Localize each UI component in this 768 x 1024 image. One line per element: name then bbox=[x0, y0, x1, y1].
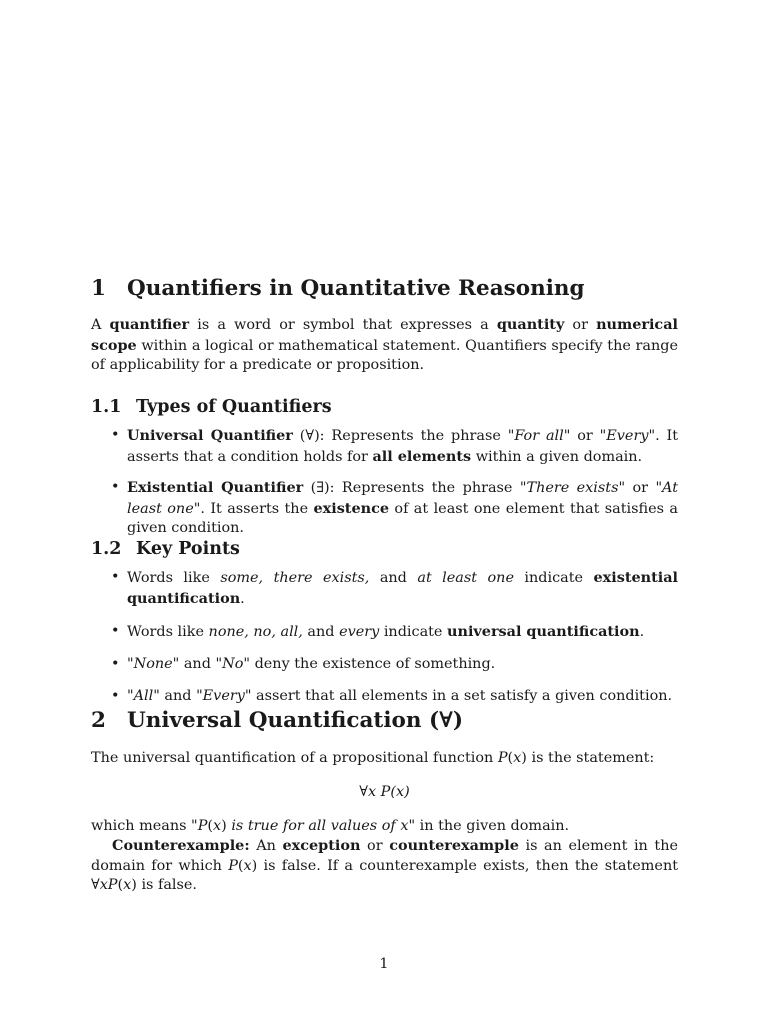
text-run: ( bbox=[507, 750, 514, 766]
italic-text: at least one bbox=[417, 570, 514, 586]
text-run: and bbox=[159, 687, 197, 704]
text-run: " in the given domain. bbox=[408, 818, 570, 834]
italic-text: "None" bbox=[127, 655, 180, 672]
bullet-icon: • bbox=[111, 479, 120, 495]
subsection-title: Types of Quantifiers bbox=[136, 397, 332, 417]
italic-text: is true for all values of bbox=[226, 818, 401, 834]
text-run: (∀): Represents the phrase bbox=[292, 428, 508, 444]
section-1-heading bbox=[91, 276, 585, 302]
text-run: within a logical or mathematical statement. Quantifiers specify the range of applicability for a predicate or proposition. bbox=[91, 337, 678, 373]
text-run: of at least one element that satisfies a given condition. bbox=[127, 500, 678, 536]
display-formula: ∀x P(x) bbox=[359, 784, 410, 800]
text-run: or bbox=[564, 317, 597, 333]
text-run: ) is false. If a counterexample exists, then the statement ∀ bbox=[91, 857, 678, 893]
counterexample-paragraph bbox=[91, 836, 678, 896]
quantifier-types-list bbox=[91, 426, 678, 539]
bold-text: existence bbox=[313, 499, 389, 517]
intro-paragraph bbox=[91, 315, 678, 376]
subsection-title: Key Points bbox=[136, 539, 240, 559]
text-run: ( bbox=[117, 877, 124, 893]
subsection-number: 1.1 bbox=[91, 397, 122, 417]
bold-text: counterexample bbox=[389, 837, 519, 854]
meaning-paragraph bbox=[91, 817, 678, 837]
text-run: ( bbox=[207, 818, 213, 834]
bullet-icon: • bbox=[111, 427, 120, 443]
bold-text: existential quantification bbox=[127, 569, 679, 607]
italic-text: xP bbox=[99, 877, 118, 893]
text-run: . bbox=[240, 590, 245, 607]
italic-text: "Every" bbox=[599, 428, 656, 444]
italic-text: x bbox=[243, 857, 252, 874]
text-run: ) bbox=[221, 818, 227, 834]
bold-text: numerical scope bbox=[91, 316, 678, 354]
text-run: An bbox=[249, 838, 283, 854]
italic-text: "No" bbox=[215, 655, 250, 672]
text-run: indicate bbox=[379, 623, 448, 640]
italic-text: x bbox=[213, 818, 222, 834]
text-run: and bbox=[369, 570, 418, 586]
key-points-list bbox=[91, 568, 678, 706]
definition-paragraph bbox=[91, 749, 678, 769]
text-run: indicate bbox=[513, 570, 594, 586]
text-run: ) is the statement: bbox=[521, 750, 655, 766]
italic-text: P bbox=[497, 750, 508, 766]
italic-text: "All" bbox=[127, 687, 160, 704]
bold-text: all elements bbox=[372, 447, 472, 465]
list-item bbox=[91, 622, 678, 643]
subsection-1-1-heading bbox=[91, 396, 332, 418]
list-item bbox=[91, 568, 678, 609]
list-item bbox=[91, 426, 678, 467]
list-item bbox=[91, 655, 678, 675]
italic-text: some, there exists, bbox=[220, 570, 370, 586]
italic-text: "There exists" bbox=[519, 480, 626, 496]
bold-text: quantifier bbox=[109, 316, 190, 333]
text-run: is a word or symbol that expresses a bbox=[189, 317, 497, 333]
italic-text: P bbox=[228, 857, 238, 874]
section-title: Quantifiers in Quantitative Reasoning bbox=[127, 276, 585, 301]
page-number: 1 bbox=[379, 956, 389, 972]
section-2-heading bbox=[91, 708, 463, 734]
text-run: or bbox=[360, 838, 390, 854]
bullet-icon: • bbox=[111, 687, 120, 704]
text-run: assert that all elements in a set satisfy a given condition. bbox=[251, 687, 673, 704]
text-run: Words like bbox=[127, 570, 221, 586]
text-run: or bbox=[625, 480, 656, 496]
text-run: . It asserts that a condition holds for bbox=[127, 428, 678, 465]
text-run: . It asserts the bbox=[200, 500, 314, 517]
text-run: ) is false. bbox=[131, 877, 197, 893]
text-run: and bbox=[302, 623, 340, 640]
italic-text: P bbox=[197, 818, 208, 834]
list-item bbox=[91, 478, 678, 539]
text-run: ( bbox=[237, 857, 244, 874]
bold-text: quantity bbox=[496, 316, 565, 333]
italic-text: "Every" bbox=[196, 687, 252, 704]
bold-text: Counterexample: bbox=[112, 837, 250, 854]
subsection-number: 1.2 bbox=[91, 539, 122, 559]
italic-text: x bbox=[513, 750, 522, 766]
section-title: Universal Quantification (∀) bbox=[127, 708, 464, 733]
bold-text: Existential Quantifier bbox=[127, 479, 304, 496]
bullet-icon: • bbox=[111, 622, 120, 639]
text-run: and bbox=[179, 655, 216, 672]
text-run: A bbox=[91, 317, 110, 333]
italic-text: every bbox=[339, 623, 380, 640]
italic-text: "At least one" bbox=[127, 480, 678, 517]
text-run: . bbox=[639, 623, 645, 640]
list-item bbox=[91, 687, 678, 707]
text-run: Words like bbox=[127, 623, 209, 640]
text-run: The universal quantification of a propositional function bbox=[91, 750, 498, 766]
section-number: 2 bbox=[91, 708, 106, 733]
italic-text: x bbox=[400, 818, 409, 834]
bold-text: exception bbox=[282, 837, 361, 854]
text-run: is an element in the domain for which bbox=[91, 838, 679, 874]
text-run: which means " bbox=[91, 818, 198, 834]
subsection-1-2-heading bbox=[91, 538, 240, 560]
bullet-icon: • bbox=[111, 655, 120, 672]
text-run: within a given domain. bbox=[471, 448, 643, 465]
bold-text: universal quantification bbox=[447, 622, 640, 640]
italic-text: "For all" bbox=[507, 428, 571, 444]
italic-text: none, no, all, bbox=[208, 623, 303, 640]
italic-text: x bbox=[123, 877, 132, 893]
section-number: 1 bbox=[91, 276, 106, 301]
text-run: deny the existence of something. bbox=[250, 655, 496, 672]
bold-text: Universal Quantifier bbox=[127, 427, 293, 444]
text-run: or bbox=[570, 428, 600, 444]
bullet-icon: • bbox=[111, 569, 120, 585]
text-run: (∃): Represents the phrase bbox=[303, 480, 520, 496]
